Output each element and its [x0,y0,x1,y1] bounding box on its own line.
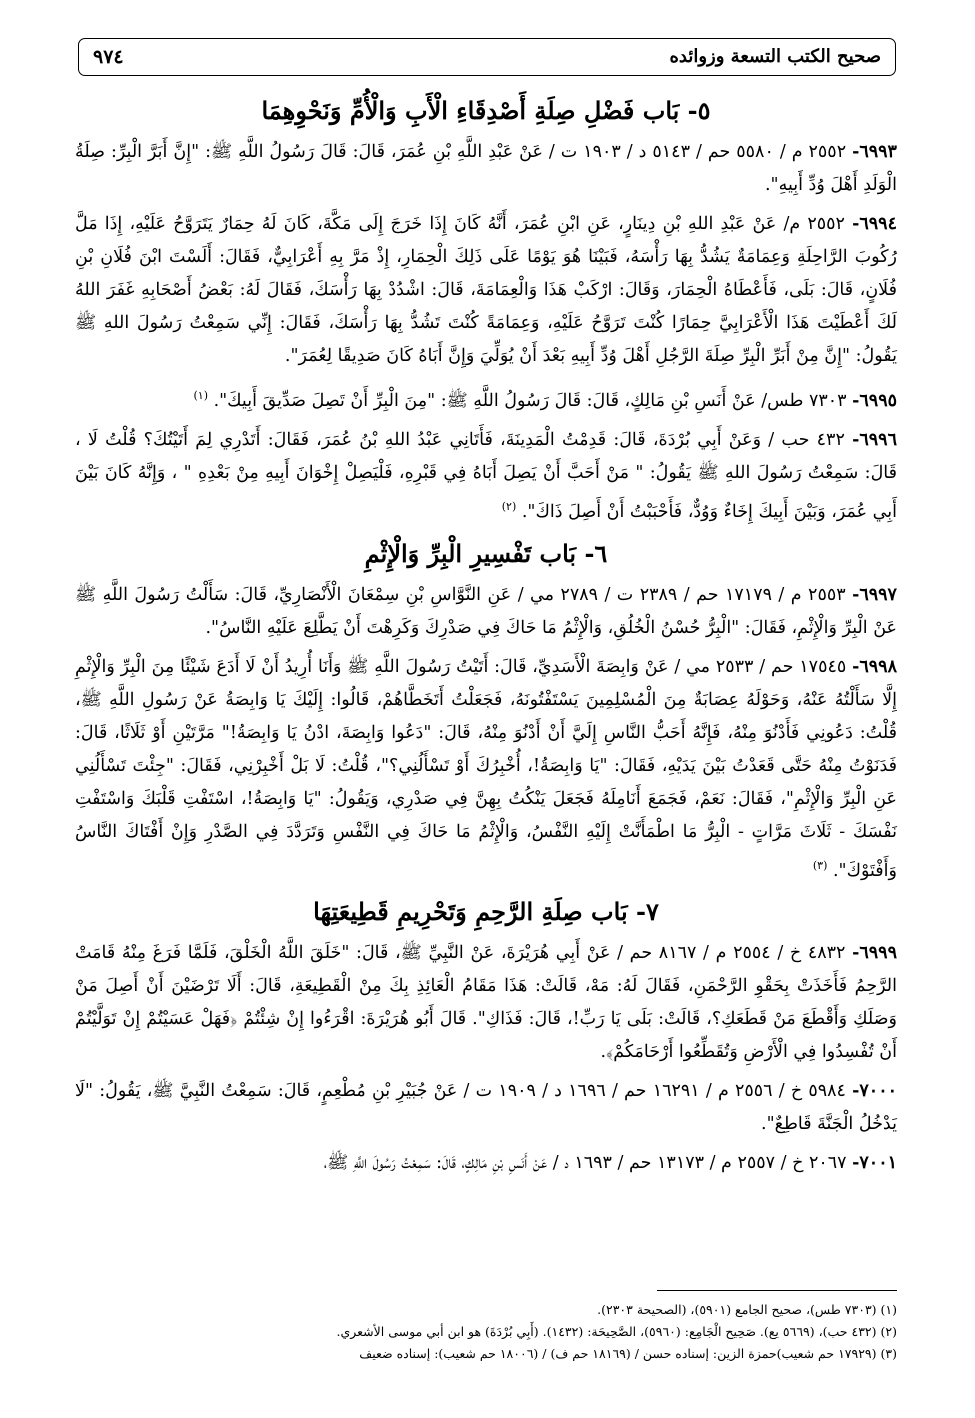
book-title: صحيح الكتب التسعة وزوائده [669,46,881,67]
hadith-refs: ٢٥٥٢ م/ [783,214,845,234]
hadith-number: ٦٩٩٨- [852,656,897,677]
hadith-number: ٦٩٩٧- [852,584,897,605]
footnotes [75,1290,897,1365]
hadith-text: عَنْ جُبَيْرِ بْنِ مُطْعِمٍ، قَالَ: سَمِعْتُ النَّبِيَّ ﷺ، يَقُولُ: "لَا يَدْخُلُ الْجَنَّةَ قَاطِعٌ". [75,1081,897,1135]
hadith-6998 [75,651,897,888]
hadith-text: عَنْ أَنَسِ بْنِ مَالِكٍ، قَالَ: سَمِعْتُ رَسُولَ اللَّهِ ﷺ، [323,1153,548,1174]
hadith-number: ٦٩٩٥- [852,390,897,411]
hadith-text: عَنْ عَبْدِ اللَّهِ بْنِ عُمَرَ، قَالَ: قَالَ رَسُولُ اللَّهِ ﷺ: "إِنَّ أَبَرَّ الْبِرِّ: صِلَةُ الْوَلَدِ أَهْلَ وُدِّ أَبِيهِ". [75,142,897,195]
hadith-refs: ٥٩٨٤ خ / ٢٥٥٦ م / ١٦٢٩١ حم / ١٦٩٦ د / ١٩٠٩ ت / [463,1081,846,1102]
footnote-divider [657,1290,897,1291]
hadith-7000 [75,1075,897,1141]
hadith-number: ٧٠٠١- [852,1153,897,1174]
hadith-6999 [75,937,897,1069]
hadith-6996 [75,424,897,529]
hadith-text: عَنْ أَبِي هُرَيْرَةَ، عَنْ النَّبِيِّ ﷺ، قَالَ: "خَلَقَ اللَّهُ الْخَلْقَ، فَلَمَّا فَرَغَ مِنْهُ قَامَتْ الرَّحِمُ فَأَخَذَتْ بِحَقْوِ الرَّحْمَنِ، فَقَالَ لَهُ: مَهْ، قَالَتْ: هَذَا مَقَامُ الْعَائِذِ بِكَ مِنْ الْقَطِيعَةِ، قَالَ: أَلَا تَرْضَيْنَ أَنْ أَصِلَ مَنْ وَصَلَكِ وَأَقْطَعَ مَنْ قَطَعَكِ؟، قَالَتْ: بَلَى يَا رَبِّ!، قَالَ: فَذَاكِ". قَالَ أَبُو هُرَيْرَةَ: اقْرَءُوا إِنْ شِئْتُمْ ﴿فَهَلْ عَسَيْتُمْ إِنْ تَوَلَّيْتُمْ أَنْ تُفْسِدُوا فِي الْأَرْضِ وَتُقَطِّعُوا أَرْحَامَكُمْ﴾. [75,943,897,1063]
hadith-refs: ٧٣٠٣ طس/ [761,390,847,411]
page-header [78,38,896,76]
hadith-6995 [75,379,897,418]
chapter-heading: ٧- بَاب صِلَةِ الرَّحِمِ وَتَحْرِيمِ قَطِيعَتِهَا [313,897,659,927]
footnote-2: (٢) (٤٣٢ حب)، (٥٦٦٩ يع). صَحِيح الْجَامِع: (٥٩٦٠)، الصَّحِيحَة: (١٤٣٢). (أَبِي بُرْدَةَ) هو ابن أبي موسى الأشعري. [336,1324,897,1339]
hadith-number: ٦٩٩٣- [852,142,897,162]
footnote-1: (١) (٧٣٠٣ طس)، صحيح الجامع (٥٩٠١)، (الصحيحة ٢٣٠٣). [597,1302,897,1317]
hadith-text: عَنِ النَّوَّاسِ بْنِ سِمْعَانَ الْأَنْصَارِيِّ، قَالَ: سَأَلْتُ رَسُولَ اللَّهِ ﷺ عَنْ الْبِرِّ وَالْإِثْمِ، فَقَالَ: "الْبِرُّ حُسْنُ الْخُلُقِ، وَالْإِثْمُ مَا حَاكَ فِي صَدْرِكَ وَكَرِهْتَ أَنْ يَطَّلِعَ عَلَيْهِ النَّاسُ". [75,584,897,638]
footnote-3: (٣) (١٧٩٢٩ حم شعيب)حمزة الزين: إسناده حسن / (١٨١٦٩ حم ف) / (١٨٠٠٦ حم شعيب): إسناده ضعيف [359,1346,897,1361]
hadith-refs: ٤٣٢ حب / [768,429,845,450]
hadith-6993 [75,136,897,202]
hadith-6994 [75,208,897,373]
page-number: ٩٧٤ [93,46,124,68]
hadith-refs: ١٧٥٤٥ حم / ٢٥٣٣ مي / [674,656,847,677]
chapter-heading: ٦- بَاب تَفْسِيرِ الْبِرِّ وَالْإِثْمِ [364,538,608,568]
hadith-text: عَنْ عَبْدِ اللهِ بْنِ دِينَارٍ، عَنِ ابْنِ عُمَرَ، أَنَّهُ كَانَ إِذَا خَرَجَ إِلَى مَكَّةَ، كَانَ لَهُ حِمَارٌ يَتَرَوَّحُ عَلَيْهِ، إِذَا مَلَّ رُكُوبَ الرَّاحِلَةِ وَعِمَامَةٌ يَشُدُّ بِهَا رَأْسَهُ، فَبَيْنَا هُوَ يَوْمًا عَلَى ذَلِكَ الْحِمَارِ، إِذْ مَرَّ بِهِ أَعْرَابِيٌّ، فَقَالَ: أَلَسْتَ ابْنَ فُلَانِ بْنِ فُلَانٍ، قَالَ: بَلَى، فَأَعْطَاهُ الْحِمَارَ، وَقَالَ: ارْكَبْ هَذَا وَالْعِمَامَةَ، قَالَ: اشْدُدْ بِهَا رَأْسَكَ، فَقَالَ لَهُ: بَعْضُ أَصْحَابِهِ غَفَرَ اللهُ لَكَ أَعْطَيْتَ هَذَا الْأَعْرَابِيَّ حِمَارًا كُنْتَ تَرَوَّحُ عَلَيْهِ، وَعِمَامَةً كُنْتَ تَشُدُّ بِهَا رَأْسَكَ، فَقَالَ: إِنِّي سَمِعْتُ رَسُولَ اللهِ ﷺ يَقُولُ: "إِنَّ مِنْ أَبَرِّ الْبِرِّ صِلَةَ الرَّجُلِ أَهْلَ وُدِّ أَبِيهِ بَعْدَ أَنْ يُوَلِّيَ وَإِنَّ أَبَاهُ كَانَ صَدِيقًا لِعُمَرَ". [75,214,897,366]
footnote-marker[interactable]: (٢) [501,499,517,513]
hadith-text: عَنْ وَابِصَةَ الْأَسَدِيِّ، قَالَ: أَتَيْتُ رَسُولَ اللَّهِ ﷺ وَأَنَا أُرِيدُ أَنْ لَا أَدَعَ شَيْئًا مِنَ الْبِرِّ وَالْإِثْمِ إِلَّا سَأَلْتُهُ عَنْهُ، وَحَوْلَهُ عِصَابَةٌ مِنَ الْمُسْلِمِينَ يَسْتَفْتُونَهُ، فَجَعَلْتُ أَتَخَطَّاهُمْ، قَالُوا: إِلَيْكَ يَا وَابِصَةُ عَنْ رَسُولِ اللَّهِ ﷺ، قُلْتُ: دَعُونِي فَأَدْنُوَ مِنْهُ، فَإِنَّهُ أَحَبُّ النَّاسِ إِلَيَّ أَنْ أَدْنُوَ مِنْهُ، قَالَ: "دَعُوا وَابِصَةَ، ادْنُ يَا وَابِصَةُ!" مَرَّتَيْنِ أَوْ ثَلَاثًا، قَالَ: فَدَنَوْتُ مِنْهُ حَتَّى قَعَدْتُ بَيْنَ يَدَيْهِ، فَقَالَ: "يَا وَابِصَةُ!، أُخْبِرُكَ أَوْ تَسْأَلُنِي؟"، قُلْتُ: لَا بَلْ أَخْبِرْنِي، فَقَالَ: "جِئْتَ تَسْأَلُنِي عَنِ الْبِرِّ وَالْإِثْمِ"، فَقَالَ: نَعَمْ، فَجَمَعَ أَنَامِلَهُ فَجَعَلَ يَنْكُتُ بِهِنَّ فِي صَدْرِي، وَيَقُولُ: "يَا وَابِصَةُ!، اسْتَفْتِ قَلْبَكَ وَاسْتَفْتِ نَفْسَكَ - ثَلَاثَ مَرَّاتٍ - الْبِرُّ مَا اطْمَأَنَّتْ إِلَيْهِ النَّفْسُ، وَالْإِثْمُ مَا حَاكَ فِي النَّفْسِ وَتَرَدَّدَ فِي الصَّدْرِ وَإِنْ أَفْتَاكَ النَّاسُ وَأَفْتَوْكَ". [75,656,897,881]
footnote-marker[interactable]: (١) [193,389,208,402]
hadith-refs: ٢٠٦٧ خ / ٢٥٥٧ م / ١٣١٧٣ حم / ١٦٩٣ د / [552,1153,847,1174]
hadith-text: وَعَنْ أَبِي بُرْدَةَ، قَالَ: قَدِمْتُ الْمَدِينَةَ، فَأَتَانِي عَبْدُ اللهِ بْنُ عُمَرَ، فَقَالَ: أَتَدْرِي لِمَ أَتَيْتُكَ؟ قُلْتُ لَا ، قَالَ: سَمِعْتُ رَسُولَ اللهِ ﷺ يَقُولُ: " مَنْ أَحَبَّ أَنْ يَصِلَ أَبَاهُ فِي قَبْرِهِ، فَلْيَصِلْ إِخْوَانَ أَبِيهِ مِنْ بَعْدِهِ " ، وَإِنَّهُ كَانَ بَيْنَ أَبِي عُمَرَ، وَبَيْنَ أَبِيكَ إِخَاءٌ وَوُدٌّ، فَأَحْبَبْتُ أَنْ أَصِلَ ذَاكَ". [75,429,897,522]
hadith-number: ٦٩٩٤- [852,214,897,234]
hadith-number: ٦٩٩٩- [852,943,897,964]
hadith-number: ٦٩٩٦- [852,429,897,450]
hadith-text: عَنْ أَنَسِ بْنِ مَالِكٍ، قَالَ: قَالَ رَسُولُ اللَّهِ ﷺ: "مِنَ الْبِرِّ أَنْ تَصِلَ صَدِّيقَ أَبِيكَ". [213,390,756,411]
hadith-refs: ٢٥٥٣ م / ١٧١٧٩ حم / ٢٣٨٩ ت / ٢٧٨٩ مي / [517,584,846,605]
chapter-heading: ٥- بَاب فَضْلِ صِلَةِ أَصْدِقَاءِ الْأَبِ وَالْأُمِّ وَنَحْوِهِمَا [261,96,711,125]
hadith-7001 [75,1147,897,1180]
hadith-refs: ٤٨٣٢ خ / ٢٥٥٤ م / ٨١٦٧ حم / [617,943,846,964]
hadith-number: ٧٠٠٠- [852,1081,897,1102]
footnote-marker[interactable]: (٣) [812,858,828,872]
page-content [75,92,897,1186]
hadith-6997 [75,579,897,645]
hadith-refs: ٢٥٥٢ م / ٥٥٨٠ حم / ٥١٤٣ د / ١٩٠٣ ت / [548,142,847,162]
